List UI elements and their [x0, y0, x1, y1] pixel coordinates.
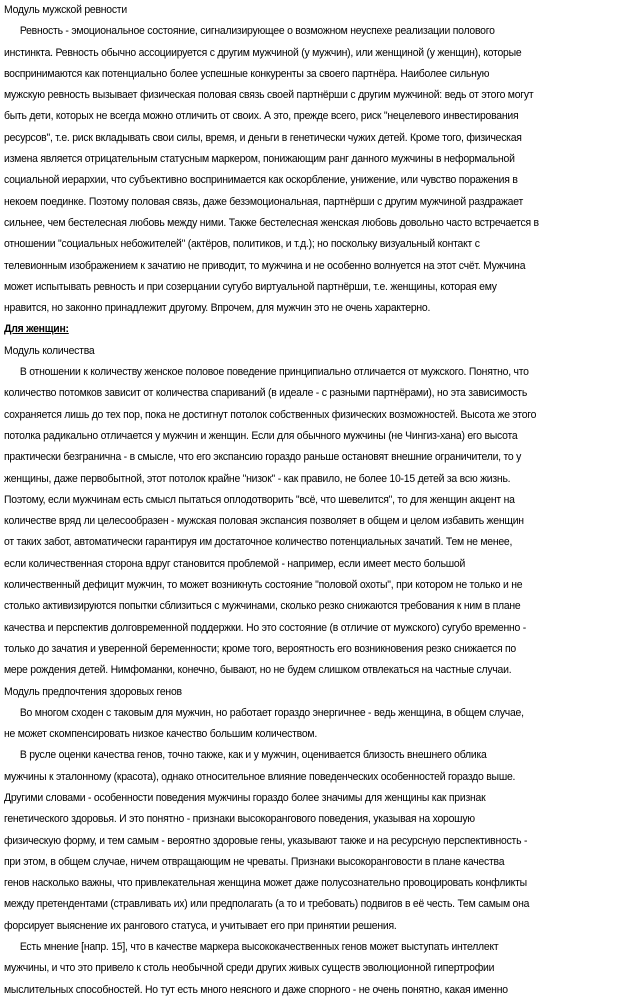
text-line: если количественная сторона вдруг становится проблемой - например, если имеет место большой [4, 557, 466, 570]
text-line: Ревность - эмоциональное состояние, сигнализирующее о возможном неуспехе реализации полового [19, 25, 495, 38]
text-line: только до зачатия и уверенной беременности; кроме того, вероятность его возникновения резко снижается по [4, 642, 516, 655]
text-line: качества и перспектив долговременной поддержки. Но это состояние (в отличие от мужского) сугубо временно - [4, 621, 527, 634]
text-line: количество потомков зависит от количества спариваний (в идеале - с разными партнёрами), но эта зависимость [4, 387, 528, 400]
text-line: столько активизируются попытки сблизиться с мужчинами, сколько резко снижаются требования к ним в плане [4, 600, 521, 613]
section-heading: Модуль предпочтения здоровых генов [4, 685, 182, 698]
section-heading: Модуль мужской ревности [4, 4, 127, 16]
text-line: воспринимаются как потенциально более успешные конкуренты за своего партнёра. Наиболее сильную [4, 67, 490, 80]
text-line: инстинкта. Ревность обычно ассоциируется с другим мужчиной (у мужчин), или женщиной (у женщин), которые [4, 46, 522, 59]
paragraph [4, 703, 600, 746]
text-line: мужчины, и что это привело к столь необычной среди других живых существ эволюционной гипертрофии [4, 962, 495, 975]
text-line: генов насколько важны, что привлекательная женщина может даже полусознательно провоцировать конфликты [4, 877, 527, 890]
text-line: Во многом сходен с таковым для мужчин, но работает гораздо энергичнее - ведь женщина, в общем случае, [19, 706, 524, 719]
text-line: генетического здоровья. И это понятно - признаки высокорангового поведения, указывая на хорошую [4, 813, 475, 826]
section-heading: Для женщин: [4, 323, 69, 336]
text-line: женщины, даже первобытной, этот потолок крайне "низок" - как правило, не более 10-15 детей за всю жизнь. [4, 472, 511, 485]
text-line: между претендентами (стравливать их) или предполагать (а то и требовать) подвигов в её честь. Тем самым она [4, 898, 530, 911]
text-line: форсирует выяснение их рангового статуса, и учитывает его при принятии решения. [4, 919, 397, 932]
text-line: нравится, но законно принадлежит другому. Впрочем, для мужчин это не очень характерно. [4, 302, 431, 315]
paragraph [4, 362, 600, 681]
text-line: отношении "социальных небожителей" (актёров, политиков, и т.д.); но поскольку визуальный контакт с [4, 238, 480, 251]
text-line: сильнее, чем бестелесная любовь между ними. Также бестелесная женская любовь довольно часто встречается в [4, 216, 539, 229]
text-line: телевионным изображением к зачатию не приводит, то мужчина и не особенно волнуется на этот счёт. Мужчина [4, 259, 526, 272]
text-line: Поэтому, если мужчинам есть смысл пытаться оплодотворить "всё, что шевелится", то для женщин акцент на [4, 493, 515, 506]
section-heading: Модуль количества [4, 344, 95, 357]
text-line: В отношении к количеству женское половое поведение принципиально отличается от мужского. Понятно, что [19, 366, 529, 379]
text-line: может испытывать ревность и при созерцании сугубо виртуальной партнёрши, т.е. женщины, которая ему [4, 280, 497, 293]
text-line: Есть мнение [напр. 15], что в качестве маркера высококачественных генов может выступать интеллект [19, 941, 499, 954]
text-line: не может скомпенсировать низкое качество большим количеством. [4, 728, 318, 741]
text-line: мужчины к эталонному (красота), однако относительное влияние поведенческих особенностей гораздо выше. [4, 770, 516, 783]
document-page [4, 0, 600, 1001]
paragraph [4, 937, 600, 1001]
text-line: мужскую ревность вызывает физическая половая связь своей партнёрши с другим мужчиной: ведь от этого могут [4, 89, 534, 102]
paragraph [4, 745, 600, 937]
text-line: количестве вряд ли целесообразен - мужская половая экспансия позволяет в общем и целом избавить женщин [4, 515, 524, 528]
text-line: от таких забот, автоматически гарантируя им достаточное количество потенциальных зачатий. Тем не менее, [4, 536, 513, 549]
text-line: Другими словами - особенности поведения мужчины гораздо более значимы для женщины как признак [4, 791, 486, 804]
text-line: практически безгранична - в смысле, что его экспансию гораздо раньше остановят внешние ограничители, то у [4, 451, 522, 464]
paragraph [4, 21, 600, 319]
text-line: количественный дефицит мужчин, то может возникнуть состояние "половой охоты", при котором не только и не [4, 579, 523, 592]
text-line: потолка радикально отличается у мужчин и женщин. Если для обычного мужчины (не Чингиз-хана) его высота [4, 429, 518, 442]
text-line: некоем поединке. Поэтому половая связь, даже безэмоциональная, партнёрши с другим мужчиной раздражает [4, 195, 524, 208]
text-line: быть дети, которых не всегда можно отличить от своих. А это, прежде всего, риск "нецелевого инвестирования [4, 110, 519, 123]
text-line: при этом, в общем случае, ничем отвращающим не чреваты. Признаки высокоранговости в плане качества [4, 855, 505, 868]
text-line: В русле оценки качества генов, точно также, как и у мужчин, оценивается близость внешнего облика [19, 749, 487, 762]
text-line: мыслительных способностей. Но тут есть много неясного и даже спорного - не очень понятно, какая именно [4, 983, 508, 996]
text-line: сохраняется лишь до тех пор, пока не достигнут потолок собственных физических возможностей. Высота же этого [4, 408, 537, 421]
text-line: социальной иерархии, что субъективно воспринимается как оскорбление, унижение, или чувство поражения в [4, 174, 518, 187]
text-line: измена является отрицательным статусным маркером, понижающим ранг данного мужчины в неформальной [4, 153, 515, 166]
text-line: физическую форму, и тем самым - вероятно здоровые гены, указывают также и на ресурсную перспективность - [4, 834, 528, 847]
text-line: ресурсов", т.е. риск вкладывать свои силы, время, и деньги в генетически чужих детей. Кроме того, физическая [4, 131, 522, 144]
text-line: мере рождения детей. Нимфоманки, конечно, бывают, но не будем слишком отвлекаться на частные случаи. [4, 664, 512, 677]
